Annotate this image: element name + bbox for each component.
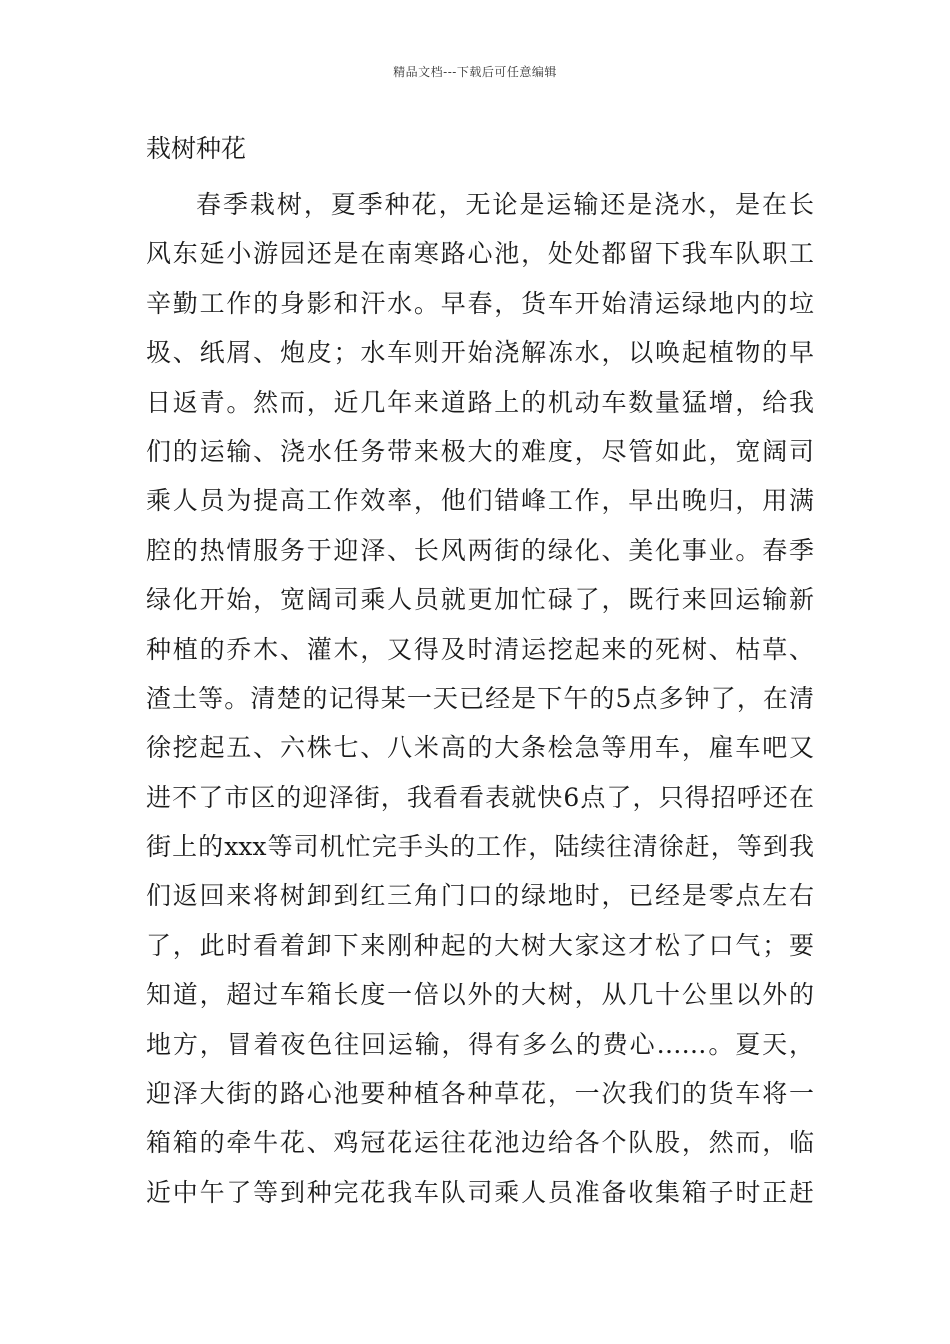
body-line: 街上的xxx等司机忙完手头的工作，陆续往清徐赶，等到我 <box>146 832 814 862</box>
header-note: 精品文档---下载后可任意编辑 <box>393 65 557 79</box>
body-line: 迎泽大街的路心池要种植各种草花，一次我们的货车将一 <box>146 1079 814 1109</box>
body-line: 春季栽树，夏季种花，无论是运输还是浇水，是在长 <box>196 190 814 219</box>
body-line: 渣土等。清楚的记得某一天已经是下午的5点多钟了，在清 <box>146 683 814 713</box>
body-line: 近中午了等到种完花我车队司乘人员准备收集箱子时正赶 <box>146 1177 814 1207</box>
document-body <box>146 180 814 1217</box>
body-line: 们返回来将树卸到红三角门口的绿地时，已经是零点左右 <box>146 881 814 911</box>
body-line: 们的运输、浇水任务带来极大的难度，尽管如此，宽阔司 <box>146 436 814 466</box>
body-line: 乘人员为提高工作效率，他们错峰工作，早出晚归，用满 <box>146 486 814 516</box>
body-line: 进不了市区的迎泽街，我看看表就快6点了，只得招呼还在 <box>146 782 814 812</box>
body-line: 绿化开始，宽阔司乘人员就更加忙碌了，既行来回运输新 <box>146 585 814 615</box>
body-line: 了，此时看着卸下来刚种起的大树大家这才松了口气；要 <box>146 930 814 960</box>
body-line: 圾、纸屑、炮皮；水车则开始浇解冻水，以唤起植物的早 <box>146 338 814 368</box>
body-line: 知道，超过车箱长度一倍以外的大树，从几十公里以外的 <box>146 980 814 1010</box>
document-title: 栽树种花 <box>146 134 247 163</box>
body-line: 风东延小游园还是在南寒路心池，处处都留下我车队职工 <box>146 239 814 269</box>
body-line: 辛勤工作的身影和汗水。早春，货车开始清运绿地内的垃 <box>146 288 814 318</box>
body-line: 箱箱的牵牛花、鸡冠花运往花池边给各个队股，然而，临 <box>146 1128 814 1158</box>
body-line: 徐挖起五、六株七、八米高的大条桧急等用车，雇车吧又 <box>146 733 814 763</box>
body-line: 地方，冒着夜色往回运输，得有多么的费心……。夏天， <box>146 1029 814 1059</box>
body-line: 种植的乔木、灌木，又得及时清运挖起来的死树、枯草、 <box>146 634 814 664</box>
body-line: 日返青。然而，近几年来道路上的机动车数量猛增，给我 <box>146 387 814 417</box>
body-line: 腔的热情服务于迎泽、长风两街的绿化、美化事业。春季 <box>146 535 814 565</box>
